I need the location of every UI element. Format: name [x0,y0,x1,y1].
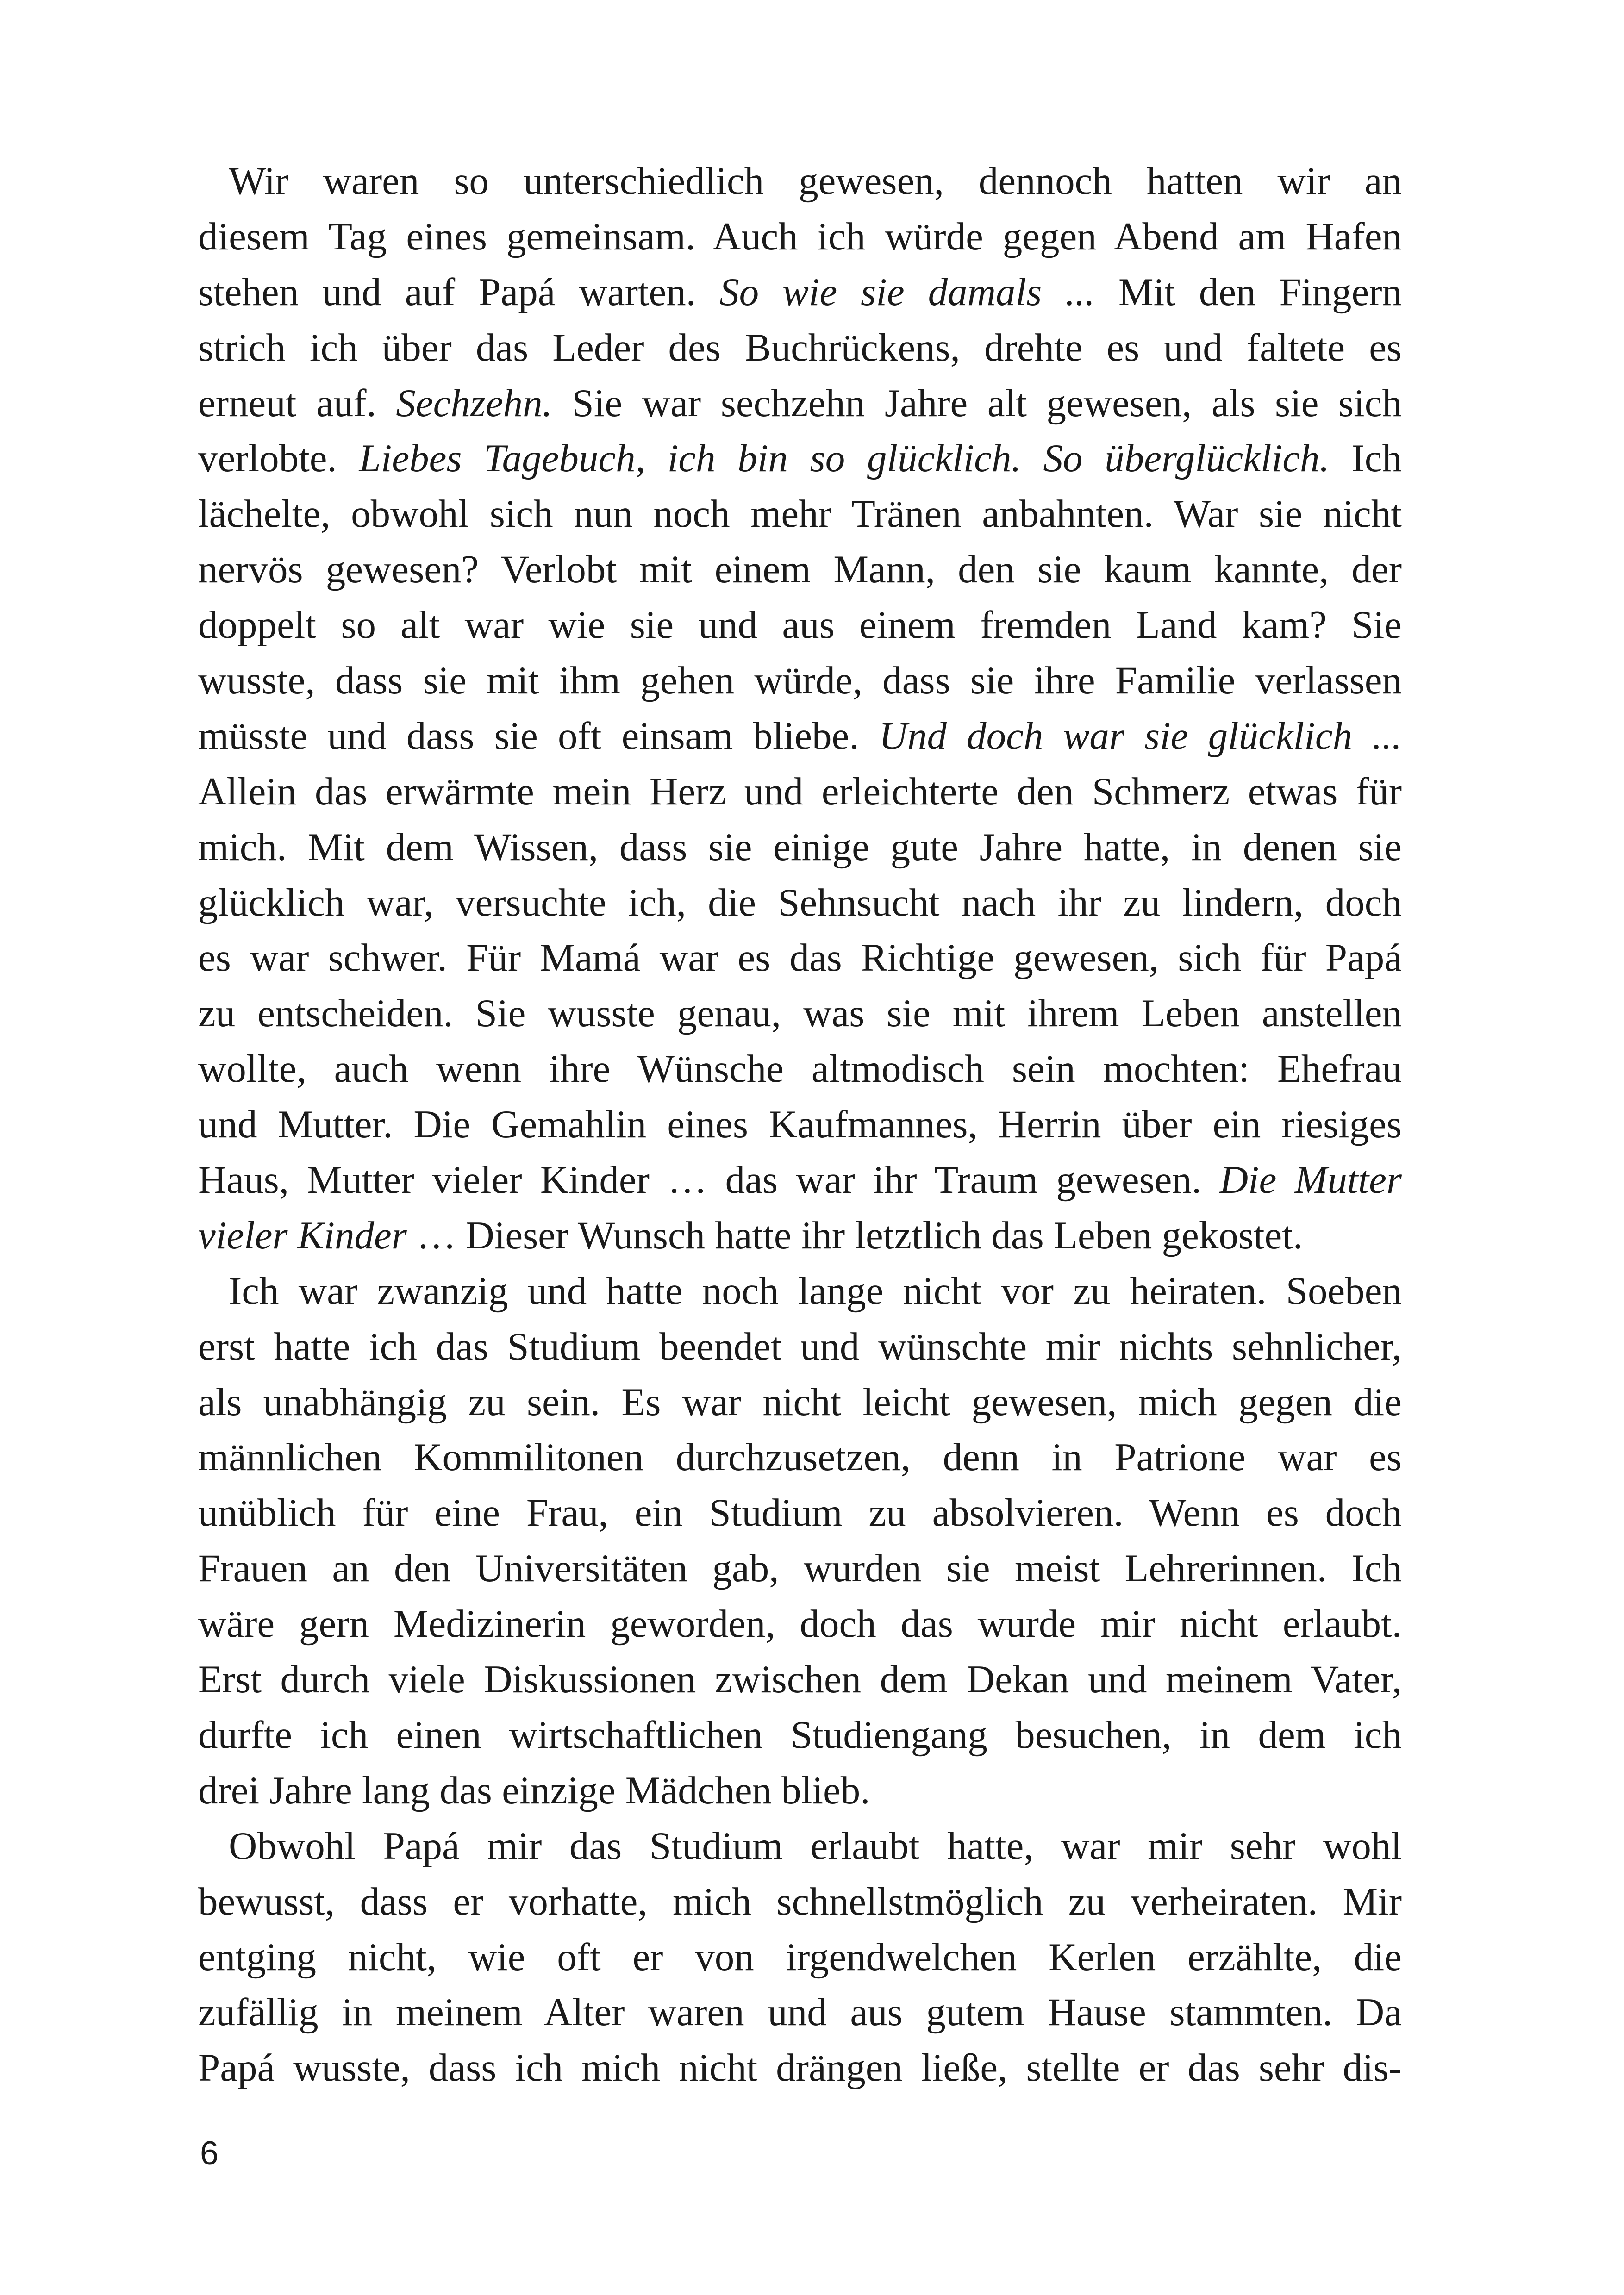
text-run: Mit den Fingern [1094,270,1402,314]
text-line [198,1874,1402,1930]
text-line [198,875,1402,931]
text-run: müsste und dass sie oft einsam bliebe. [198,714,879,758]
italic-run: vieler Kinder [198,1213,407,1257]
text-line [198,1208,1402,1264]
text-run: nervös gewesen? Verlobt mit einem Mann, den sie kaum kannte, der [198,548,1402,592]
text-run: unüblich für eine Frau, ein Studium zu absolvieren. Wenn es doch [198,1491,1402,1535]
text-run: männlichen Kommilitonen durchzusetzen, denn in Patrione war es [198,1435,1402,1479]
text-run: als unabhängig zu sein. Es war nicht leicht gewesen, mich gegen die [198,1380,1402,1424]
text-line [198,1097,1402,1153]
text-run: es war schwer. Für Mamá war es das Richtige gewesen, sich für Papá [198,936,1402,980]
text-run: Ich war zwanzig und hatte noch lange nicht vor zu heiraten. Soeben [229,1269,1402,1313]
text-line [198,986,1402,1041]
text-line [198,1430,1402,1485]
italic-run: So wie sie damals ... [719,270,1095,314]
text-run: entging nicht, wie oft er von irgendwelchen Kerlen erzählte, die [198,1935,1402,1979]
text-run: durfte ich einen wirtschaftlichen Studiengang besuchen, in dem ich [198,1713,1402,1757]
text-run: Wir waren so unterschiedlich gewesen, dennoch hatten wir an [229,159,1402,203]
text-line [198,209,1402,265]
text-run: zu entscheiden. Sie wusste genau, was sie mit ihrem Leben anstellen [198,992,1402,1035]
italic-run: Die Mutter [1219,1158,1402,1202]
text-run: bewusst, dass er vorhatte, mich schnellstmöglich zu verheiraten. Mir [198,1879,1402,1923]
text-run: erneut auf. [198,381,396,425]
text-line [198,1708,1402,1763]
text-run: verlobte. [198,437,359,480]
text-line [198,1319,1402,1375]
page-number: 6 [200,2135,219,2172]
text-line [198,2040,1402,2096]
text-line [198,265,1402,320]
text-line [198,486,1402,542]
paragraph [198,1264,1402,1819]
text-run: und Mutter. Die Gemahlin eines Kaufmannes, Herrin über ein riesiges [198,1103,1402,1147]
text-run: glücklich war, versuchte ich, die Sehnsucht nach ihr zu lindern, doch [198,880,1402,924]
text-run: mich. Mit dem Wissen, dass sie einige gute Jahre hatte, in denen sie [198,825,1402,869]
text-line [198,764,1402,820]
paragraph [198,1819,1402,2096]
text-line [198,1597,1402,1652]
text-line [198,431,1402,486]
italic-run: Sechzehn. [396,381,552,425]
text-line [198,1541,1402,1597]
text-line [198,320,1402,376]
text-line [198,1485,1402,1541]
text-run: Allein das erwärmte mein Herz und erleichterte den Schmerz etwas für [198,769,1402,813]
text-run: doppelt so alt war wie sie und aus einem fremden Land kam? Sie [198,603,1402,647]
text-line [198,1041,1402,1097]
text-run: lächelte, obwohl sich nun noch mehr Tränen anbahnten. War sie nicht [198,492,1402,536]
text-line [198,820,1402,875]
italic-run: Und doch war sie glücklich ... [879,714,1402,758]
text-run: Ich [1329,437,1402,480]
text-run: Obwohl Papá mir das Studium erlaubt hatte, war mir sehr wohl [229,1824,1402,1868]
text-line [198,376,1402,431]
text-line [198,930,1402,986]
text-line [198,1930,1402,1985]
text-run: erst hatte ich das Studium beendet und wünschte mir nichts sehnlicher, [198,1324,1402,1368]
text-run: Sie war sechzehn Jahre alt gewesen, als sie sich [552,381,1402,425]
text-run: wusste, dass sie mit ihm gehen würde, dass sie ihre Familie verlassen [198,659,1402,703]
text-run: strich ich über das Leder des Buchrückens, drehte es und faltete es [198,325,1402,369]
text-line [198,1819,1402,1874]
text-line [198,154,1402,209]
text-run: Haus, Mutter vieler Kinder … das war ihr Traum gewesen. [198,1158,1220,1202]
text-line [198,653,1402,709]
text-line [198,542,1402,598]
text-run: wäre gern Medizinerin geworden, doch das wurde mir nicht erlaubt. [198,1602,1402,1646]
text-run: Erst durch viele Diskussionen zwischen dem Dekan und meinem Vater, [198,1658,1402,1702]
text-line [198,1652,1402,1708]
text-run: diesem Tag eines gemeinsam. Auch ich würde gegen Abend am Hafen [198,214,1402,258]
text-line [198,1264,1402,1319]
text-run: Frauen an den Universitäten gab, wurden sie meist Lehrerinnen. Ich [198,1547,1402,1590]
italic-run: Liebes Tagebuch, ich bin so glücklich. So überglücklich. [359,437,1330,480]
text-line [198,1375,1402,1430]
text-run: Papá wusste, dass ich mich nicht drängen ließe, stellte er das sehr dis- [198,2046,1402,2090]
text-run: drei Jahre lang das einzige Mädchen blieb. [198,1768,870,1812]
body-text [198,154,1402,2096]
text-run: … Dieser Wunsch hatte ihr letztlich das Leben gekostet. [406,1213,1303,1257]
text-run: stehen und auf Papá warten. [198,270,720,314]
text-line [198,1985,1402,2040]
text-line [198,598,1402,653]
text-line [198,1153,1402,1208]
text-line [198,1763,1402,1819]
text-run: zufällig in meinem Alter waren und aus gutem Hause stammten. Da [198,1990,1402,2034]
text-run: wollte, auch wenn ihre Wünsche altmodisch sein mochten: Ehefrau [198,1047,1402,1091]
paragraph [198,154,1402,1264]
text-line [198,709,1402,764]
